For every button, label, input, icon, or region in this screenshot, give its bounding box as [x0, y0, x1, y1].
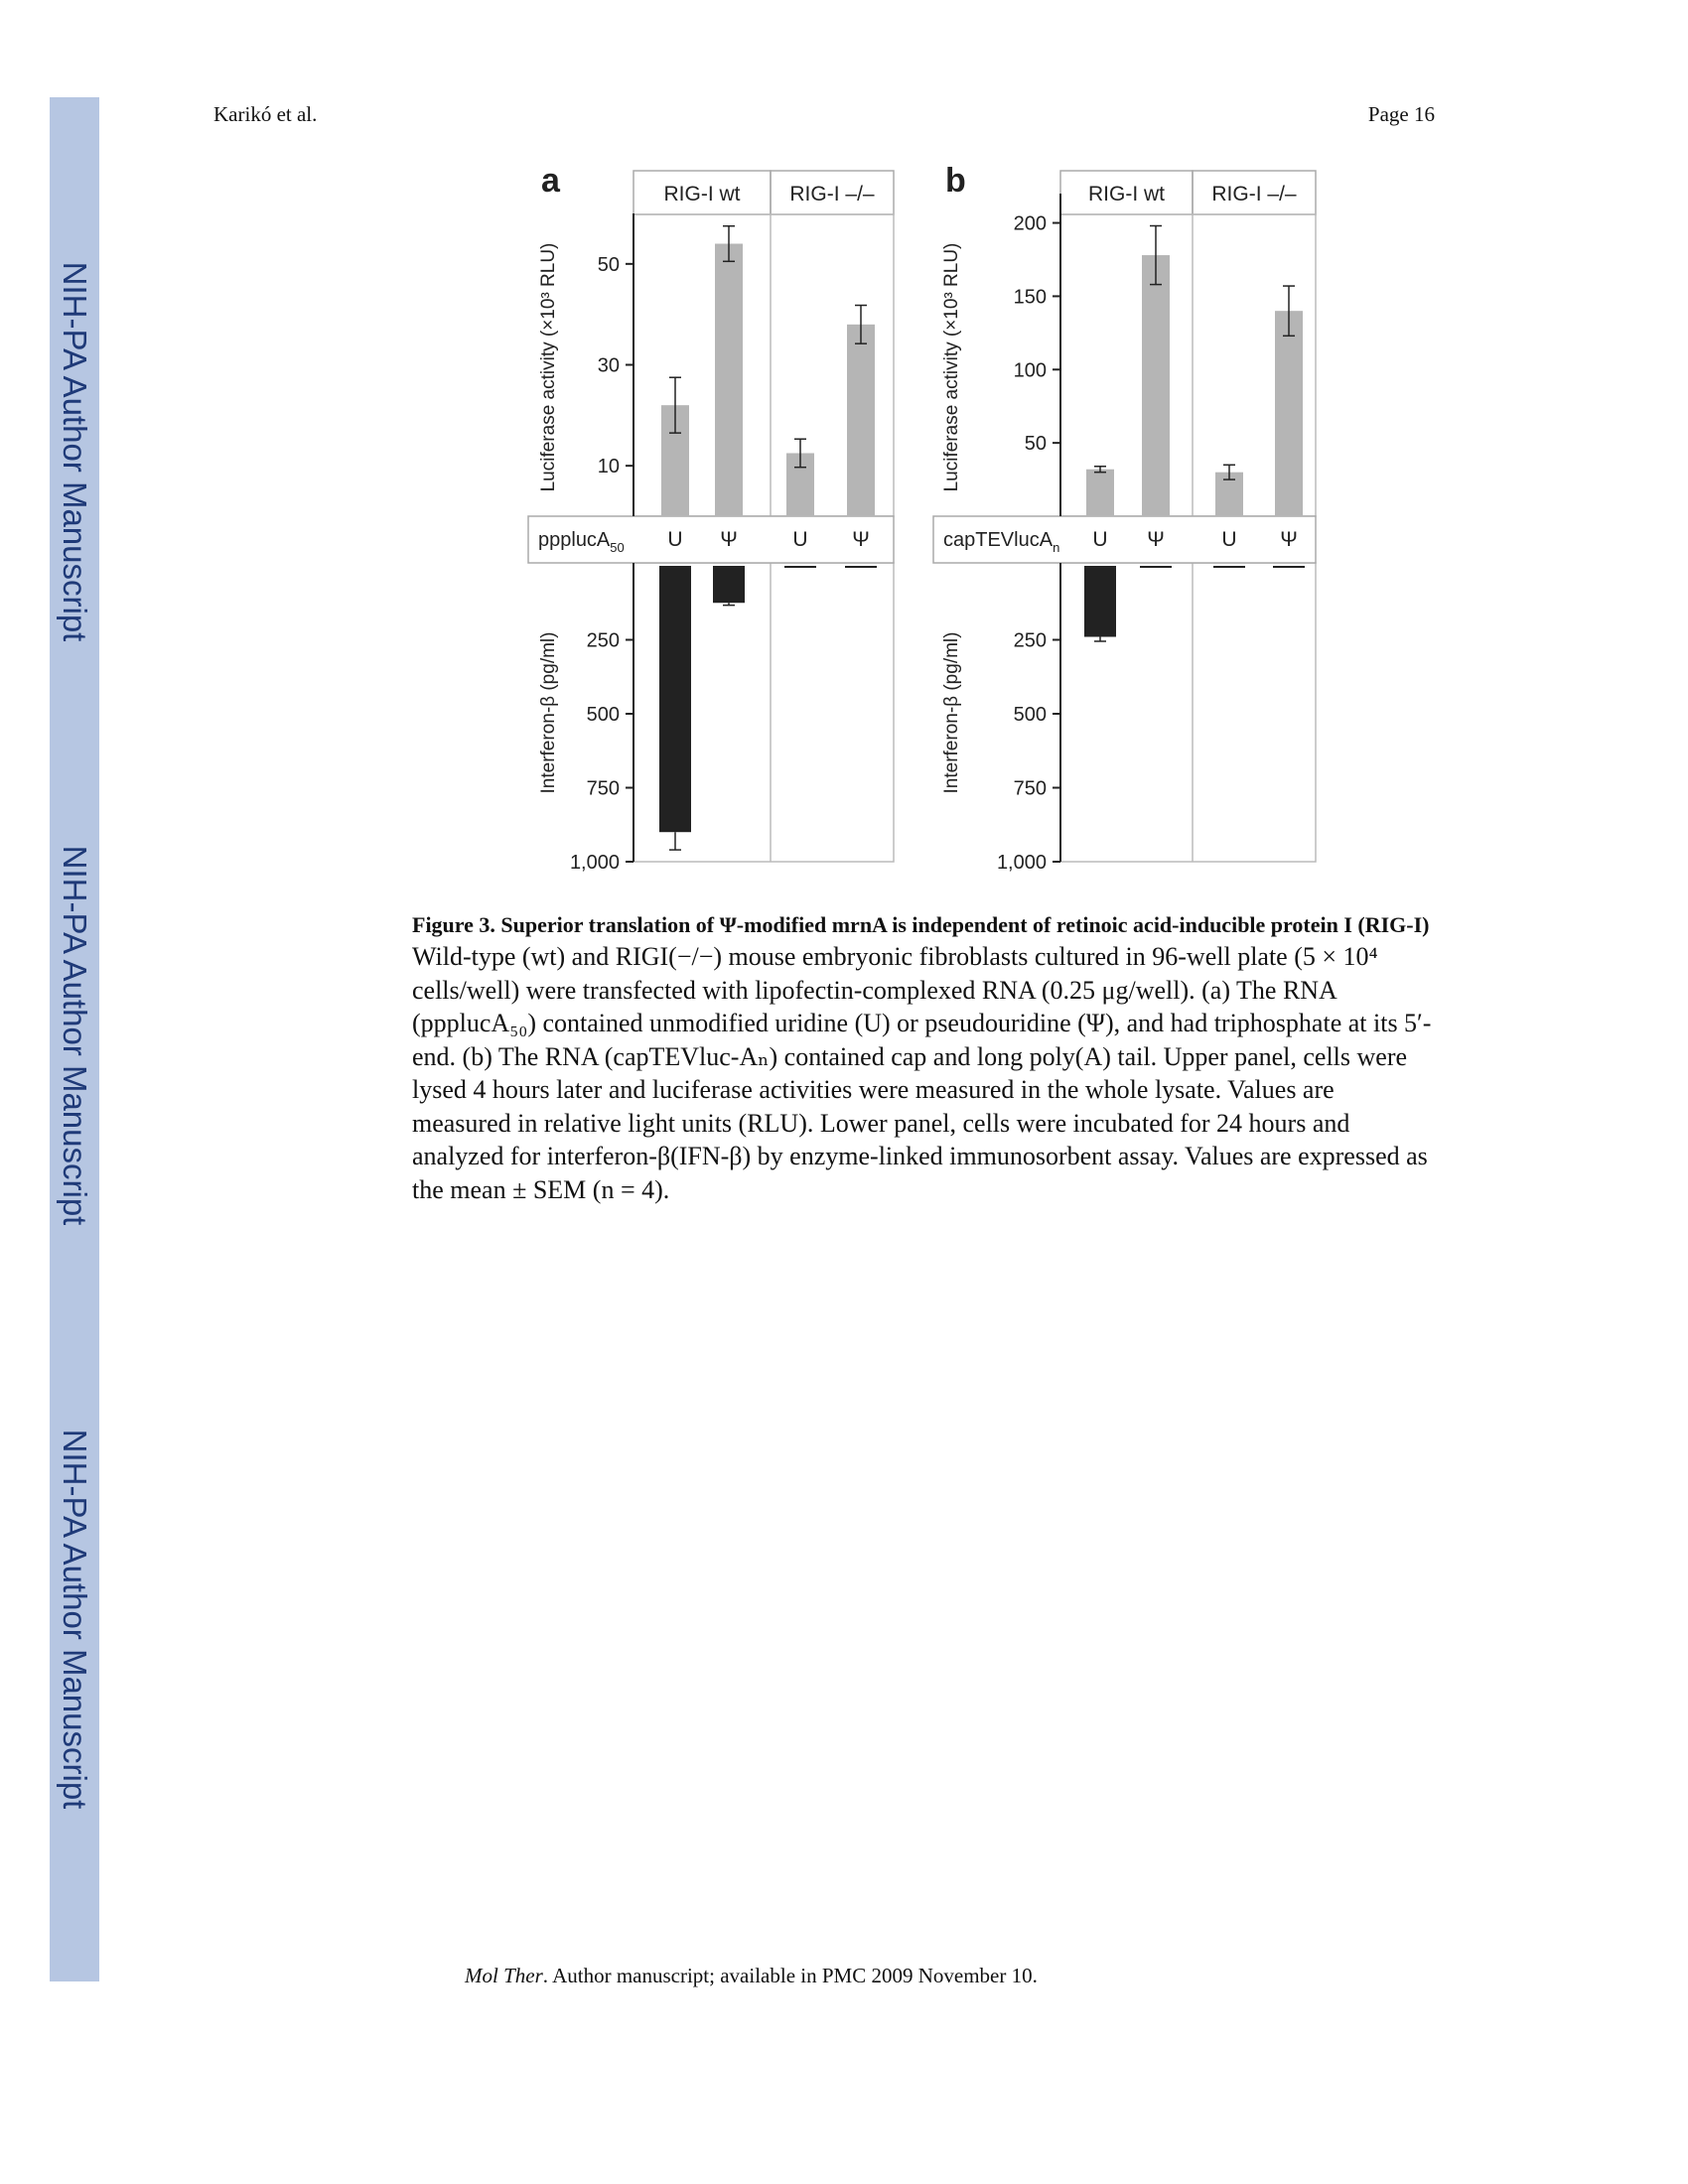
y-tick-label: 750 — [586, 777, 620, 800]
group-label: RIG-I –/– — [789, 183, 875, 205]
footer-journal: Mol Ther — [465, 1964, 543, 1987]
category-label: Ψ — [1147, 528, 1165, 551]
interferon-bar — [845, 566, 877, 568]
rna-label: capTEVlucA$_n$ — [943, 529, 1060, 555]
interferon-bar — [713, 566, 745, 603]
luciferase-bar — [1086, 470, 1114, 516]
lower-y-axis-title: Interferon-β (pg/ml) — [941, 631, 962, 794]
interferon-bar — [659, 566, 691, 832]
panel-letter: a — [541, 162, 560, 200]
interferon-bar — [1140, 566, 1172, 568]
group-label: RIG-I –/– — [1211, 183, 1297, 205]
y-tick-label: 1,000 — [996, 852, 1047, 874]
group-label: RIG-I wt — [663, 183, 741, 205]
luciferase-bar — [1275, 311, 1303, 516]
luciferase-bar — [1142, 255, 1170, 516]
luciferase-bar — [715, 244, 743, 517]
y-tick-label: 1,000 — [569, 852, 620, 874]
caption-title: Figure 3. Superior translation of Ψ-modified mrnA is independent of retinoic acid-inducible protein I (RIG-I) — [412, 912, 1430, 937]
caption-body: Wild-type (wt) and RIGI(−/−) mouse embryonic fibroblasts cultured in 96-well plate (5 × 10⁴ cells/well) were transfected with lipofectin-complexed RNA (0.25 μg/well). (a) The RNA (ppplucA₅₀) contained unmodified uridine (U) or pseudouridine (Ψ), and had triphosphate at its 5′-end. (b) The RNA (capTEVluc-Aₙ) contained cap and long poly(A) tail. Upper panel, cells were lysed 4 hours later and luciferase activities were measured in the whole lysate. Values are measured in relative light units (RLU). Lower panel, cells were incubated for 24 hours and analyzed for interferon-β(IFN-β) by enzyme-linked immunosorbent assay. Values are expressed as the mean ± SEM (n = 4). — [412, 942, 1432, 1204]
category-label: U — [1221, 528, 1237, 551]
category-label: Ψ — [1280, 528, 1298, 551]
category-label: Ψ — [852, 528, 870, 551]
interferon-bar — [1273, 566, 1305, 568]
interferon-bar — [784, 566, 816, 568]
y-tick-label: 250 — [1013, 629, 1047, 652]
footer-text: . Author manuscript; available in PMC 2009 November 10. — [542, 1964, 1038, 1987]
running-head-page: Page 16 — [1367, 102, 1435, 126]
category-label: U — [1092, 528, 1108, 551]
figure-3 — [0, 0, 1688, 893]
y-tick-label: 10 — [597, 456, 620, 478]
interferon-bar — [1084, 566, 1116, 637]
category-label: Ψ — [720, 528, 738, 551]
footer — [465, 1964, 1038, 1988]
y-tick-label: 500 — [1013, 704, 1047, 726]
y-tick-label: 250 — [586, 629, 620, 652]
sidebar-label: NIH-PA Author Manuscript — [57, 261, 93, 642]
category-label: U — [667, 528, 683, 551]
sidebar-label: NIH-PA Author Manuscript — [57, 1429, 93, 1810]
lower-y-axis-title: Interferon-β (pg/ml) — [538, 631, 559, 794]
figure-caption — [412, 911, 1435, 1206]
luciferase-bar — [847, 325, 875, 516]
upper-y-axis-title: Luciferase activity (×10³ RLU) — [538, 242, 559, 492]
y-tick-label: 30 — [597, 354, 620, 377]
y-tick-label: 50 — [1024, 433, 1047, 456]
group-label: RIG-I wt — [1088, 183, 1165, 205]
rna-label: ppplucA$_{50}$ — [538, 529, 625, 555]
y-tick-label: 100 — [1013, 359, 1047, 382]
interferon-bar — [1213, 566, 1245, 568]
category-label: U — [792, 528, 808, 551]
y-tick-label: 500 — [586, 704, 620, 726]
panel-letter: b — [945, 162, 966, 200]
running-head-author: Karikó et al. — [213, 102, 318, 126]
sidebar-label: NIH-PA Author Manuscript — [57, 845, 93, 1226]
y-tick-label: 50 — [597, 253, 620, 276]
upper-y-axis-title: Luciferase activity (×10³ RLU) — [941, 242, 962, 492]
y-tick-label: 750 — [1013, 777, 1047, 800]
y-tick-label: 150 — [1013, 286, 1047, 309]
y-tick-label: 200 — [1013, 212, 1047, 235]
